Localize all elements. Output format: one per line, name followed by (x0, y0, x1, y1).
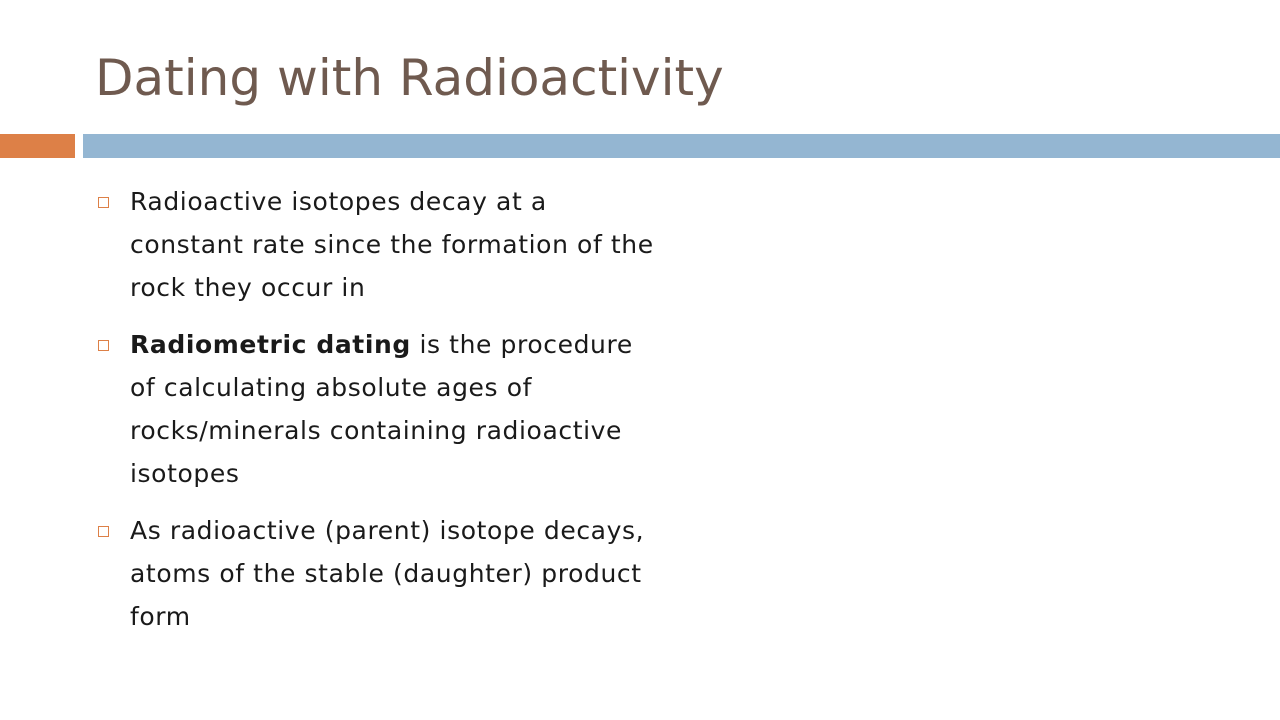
bullet-text (130, 323, 658, 495)
accent-bar (0, 134, 75, 158)
square-bullet-icon (98, 197, 109, 208)
slide-title: Dating with Radioactivity (95, 49, 724, 107)
square-bullet-icon (98, 526, 109, 537)
bullet-item (98, 180, 658, 309)
bullet-text: As radioactive (parent) isotope decays, atoms of the stable (daughter) product form (130, 516, 645, 631)
bullet-text: Radioactive isotopes decay at a constant rate since the formation of the rock they occur in (130, 187, 654, 302)
title-divider-bar (83, 134, 1280, 158)
bullet-item (98, 323, 658, 495)
bold-term: Radiometric dating (130, 330, 411, 359)
bullet-item (98, 509, 658, 638)
square-bullet-icon (98, 340, 109, 351)
bullet-list (98, 180, 658, 652)
bullet-text-rest: is the procedure of calculating absolute ages of rocks/minerals containing radioactive isotopes (130, 330, 633, 488)
